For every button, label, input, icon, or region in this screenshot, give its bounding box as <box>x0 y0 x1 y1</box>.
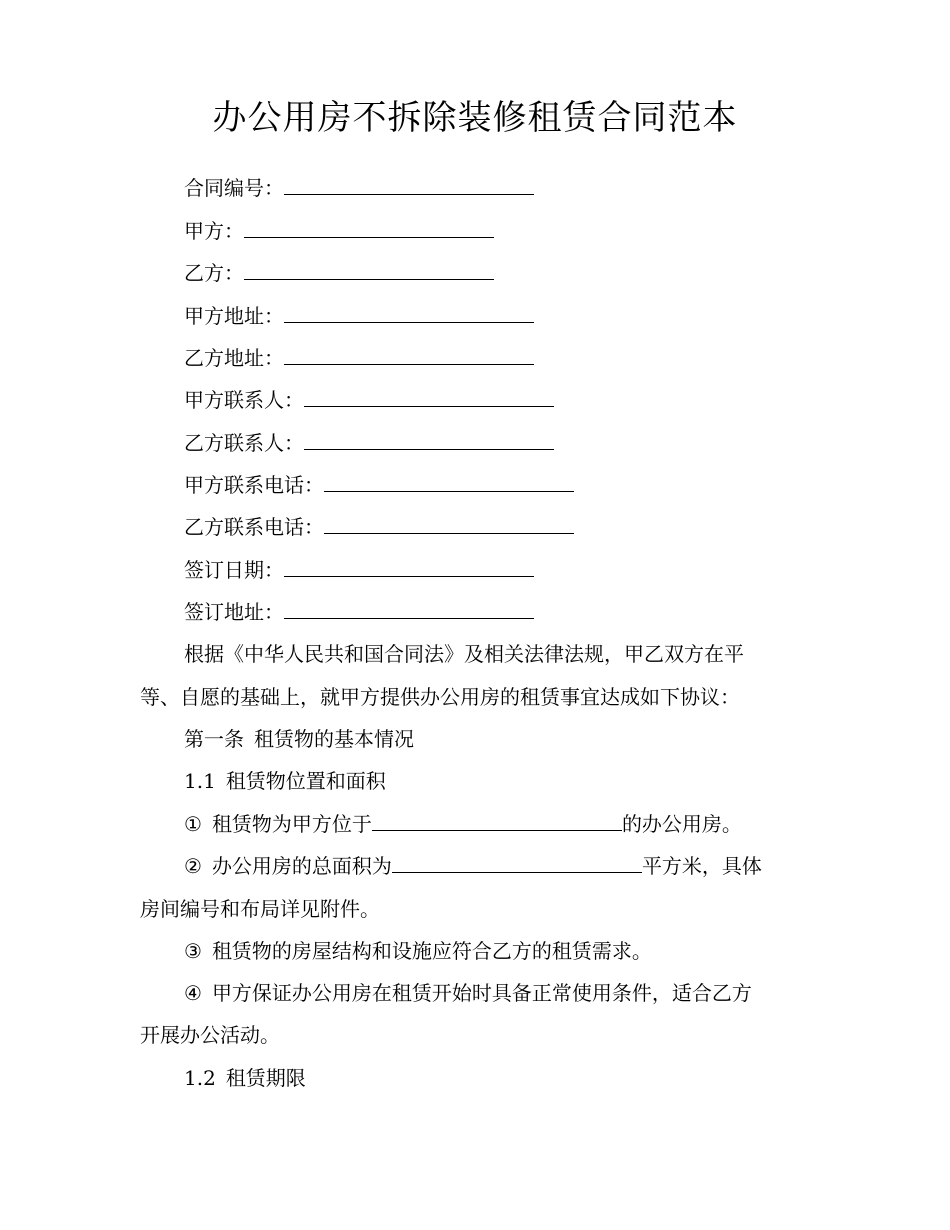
fill-blank <box>324 473 574 492</box>
fill-blank <box>284 558 534 577</box>
item-marker: ① <box>184 812 202 836</box>
field-label: 甲方： <box>184 219 244 243</box>
clause-item-continuation: 开展办公活动。 <box>140 1023 280 1047</box>
field-label: 甲方联系人： <box>184 388 304 412</box>
item-text: 甲方保证办公用房在租赁开始时具备正常使用条件，适合乙方 <box>211 981 752 1005</box>
section-heading <box>140 1063 854 1093</box>
item-text-before: 办公用房的总面积为 <box>211 854 392 878</box>
fill-blank <box>284 304 534 323</box>
section-heading <box>140 766 854 796</box>
fill-blank <box>284 600 534 619</box>
intro-paragraph-line2: 等、自愿的基础上，就甲方提供办公用房的租赁事宜达成如下协议： <box>140 685 740 709</box>
item-marker: ③ <box>184 939 202 963</box>
field-label: 乙方： <box>184 261 244 285</box>
fill-blank <box>392 854 642 873</box>
document-title: 办公用房不拆除装修租赁合同范本 <box>212 98 738 138</box>
field-party-a <box>140 216 854 246</box>
fill-blank <box>304 431 554 450</box>
intro-paragraph-line1: 根据《中华人民共和国合同法》及相关法律法规，甲乙双方在平 <box>184 642 744 666</box>
field-party-b-phone <box>140 512 854 542</box>
section-title: 租赁期限 <box>225 1066 306 1090</box>
field-party-a-address <box>140 301 854 331</box>
field-party-b <box>140 258 854 288</box>
field-signing-date <box>140 555 854 585</box>
clause-item <box>140 851 854 881</box>
field-label: 签订地址： <box>184 600 284 624</box>
item-text-after: 平方米，具体 <box>641 854 762 878</box>
fill-blank <box>324 515 574 534</box>
clause-item <box>140 936 854 966</box>
field-label: 合同编号： <box>184 176 284 200</box>
clause-item <box>140 978 854 1008</box>
fill-blank <box>304 388 554 407</box>
fill-blank <box>244 261 494 280</box>
clause-item-continuation: 房间编号和布局详见附件。 <box>140 897 380 921</box>
article-title: 租赁物的基本情况 <box>254 727 414 751</box>
field-label: 乙方联系人： <box>184 431 304 455</box>
article-number: 第一条 <box>184 727 244 751</box>
field-party-b-contact <box>140 428 854 458</box>
field-signing-address <box>140 597 854 627</box>
item-text-before: 租赁物为甲方位于 <box>211 812 372 836</box>
item-text-after: 的办公用房。 <box>621 812 742 836</box>
field-label: 甲方地址： <box>184 304 284 328</box>
field-contract-number <box>140 173 854 203</box>
field-party-a-phone <box>140 470 854 500</box>
fill-blank <box>284 346 534 365</box>
field-label: 签订日期： <box>184 558 284 582</box>
section-number: 1.2 <box>184 1066 216 1090</box>
field-label: 甲方联系电话： <box>184 473 324 497</box>
item-marker: ④ <box>184 981 202 1005</box>
field-label: 乙方地址： <box>184 346 284 370</box>
fill-blank <box>244 219 494 238</box>
fill-blank <box>284 176 534 195</box>
item-text: 租赁物的房屋结构和设施应符合乙方的租赁需求。 <box>211 939 652 963</box>
article-heading <box>140 724 854 754</box>
item-marker: ② <box>184 854 202 878</box>
fill-blank <box>372 812 622 831</box>
section-title: 租赁物位置和面积 <box>225 769 386 793</box>
field-party-b-address <box>140 343 854 373</box>
field-label: 乙方联系电话： <box>184 515 324 539</box>
clause-item <box>140 809 854 839</box>
section-number: 1.1 <box>184 769 216 793</box>
field-party-a-contact <box>140 385 854 415</box>
